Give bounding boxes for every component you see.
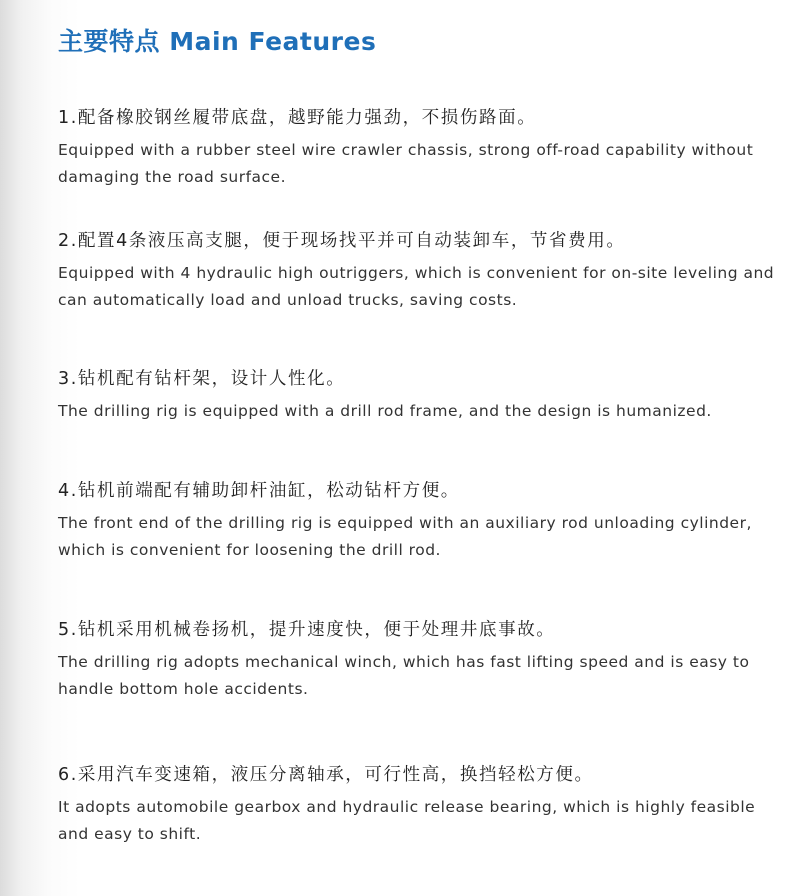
feature-4-chinese-text: 4.钻机前端配有辅助卸杆油缸，松动钻杆方便。: [58, 481, 460, 501]
feature-3-english-text: The drilling rig is equipped with a drill rod frame, and the design is humanized.: [58, 402, 712, 420]
feature-4-english-text: The front end of the drilling rig is equipped with an auxiliary rod unloading cylinder, which is convenient for loosening the drill rod.: [58, 514, 752, 559]
feature-item-5: [58, 617, 778, 702]
feature-6-chinese-text: 6.采用汽车变速箱，液压分离轴承，可行性高，换挡轻松方便。: [58, 765, 594, 785]
feature-1-english-text: Equipped with a rubber steel wire crawler chassis, strong off-road capability without damaging the road surface.: [58, 141, 754, 186]
feature-item-2: [58, 228, 778, 313]
feature-1-chinese-text: 1.配备橡胶钢丝履带底盘，越野能力强劲，不损伤路面。: [58, 108, 537, 128]
feature-5-english-text: The drilling rig adopts mechanical winch, which has fast lifting speed and is easy to handle bottom hole accidents.: [58, 653, 750, 698]
feature-6-english-text: It adopts automobile gearbox and hydraulic release bearing, which is highly feasible and easy to shift.: [58, 798, 756, 843]
feature-item-1: [58, 105, 778, 190]
feature-2-english-text: Equipped with 4 hydraulic high outriggers, which is convenient for on-site leveling and can automatically load and unload trucks, saving costs.: [58, 264, 775, 309]
feature-5-chinese-text: 5.钻机采用机械卷扬机，提升速度快，便于处理井底事故。: [58, 620, 556, 640]
feature-3-chinese-text: 3.钻机配有钻杆架，设计人性化。: [58, 369, 346, 389]
feature-item-3: [58, 366, 778, 425]
feature-2-chinese-text: 2.配置4条液压高支腿，便于现场找平并可自动装卸车，节省费用。: [58, 231, 626, 251]
page-title: 主要特点 Main Features: [58, 27, 377, 56]
feature-item-4: [58, 478, 778, 563]
feature-item-6: [58, 762, 778, 847]
